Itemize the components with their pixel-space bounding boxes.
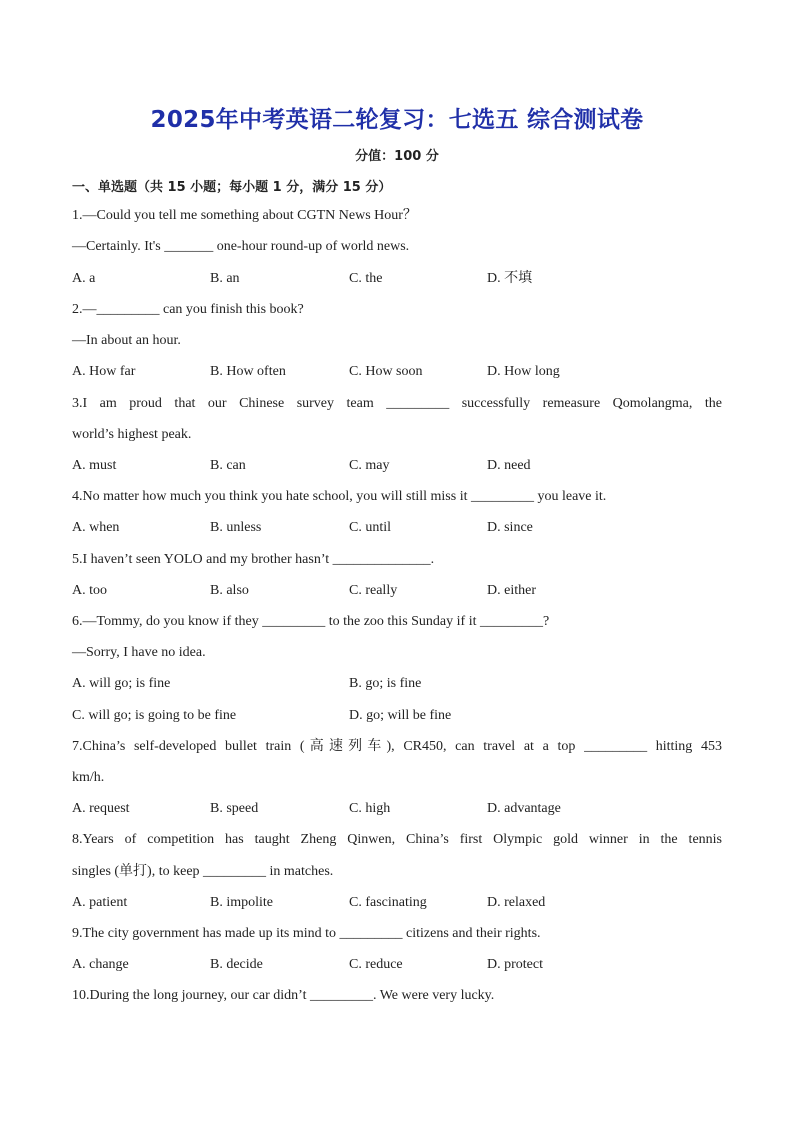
question-3-option-a: A. must (72, 458, 117, 473)
question-7-option-d: D. advantage (487, 801, 561, 816)
question-2-option-b: B. How often (210, 364, 286, 379)
question-2-stem: 2.—_________ can you finish this book? (72, 302, 304, 317)
question-2-line2: —In about an hour. (72, 333, 181, 348)
question-5-option-d: D. either (487, 583, 536, 598)
question-2-option-c: C. How soon (349, 364, 423, 379)
question-7-option-b: B. speed (210, 801, 259, 816)
question-5-option-b: B. also (210, 583, 249, 598)
question-6-line2: —Sorry, I have no idea. (72, 645, 206, 660)
page-title: 2025年中考英语二轮复习：七选五 综合测试卷 (150, 107, 644, 133)
question-3-line2: world’s highest peak. (72, 427, 192, 442)
question-6-option-b: B. go; is fine (349, 676, 422, 691)
question-2-option-a: A. How far (72, 364, 136, 379)
question-1-option-b: B. an (210, 271, 240, 286)
question-1-option-c: C. the (349, 271, 383, 286)
question-6-option-c: C. will go; is going to be fine (72, 708, 237, 723)
question-9-option-d: D. protect (487, 957, 543, 972)
question-4-option-d: D. since (487, 520, 533, 535)
question-6-option-a: A. will go; is fine (72, 676, 171, 691)
question-8-option-c: C. fascinating (349, 895, 427, 910)
question-9-option-a: A. change (72, 957, 129, 972)
question-9-stem: 9.The city government has made up its mind to _________ citizens and their rights. (72, 926, 541, 941)
question-8-option-a: A. patient (72, 895, 128, 910)
question-3-option-b: B. can (210, 458, 246, 473)
question-8-option-b: B. impolite (210, 895, 273, 910)
question-4-option-b: B. unless (210, 520, 262, 535)
question-10-stem: 10.During the long journey, our car didn’t _________. We were very lucky. (72, 988, 495, 1003)
question-5-stem: 5.I haven’t seen YOLO and my brother hasn’t ______________. (72, 552, 435, 567)
question-1-stem: 1.—Could you tell me something about CGTN News Hour？ (72, 208, 417, 223)
question-7-stem: 7.China’s self-developed bullet train (高速列车), CR450, can travel at a top _________ hitting 453 (72, 739, 722, 754)
question-5-option-c: C. really (349, 583, 398, 598)
section-heading: 一、单选题（共 15 小题；每小题 1 分，满分 15 分） (72, 180, 392, 195)
question-1-option-a: A. a (72, 271, 96, 286)
question-3-option-d: D. need (487, 458, 531, 473)
question-8-line2: singles (单打), to keep _________ in matches. (72, 864, 334, 879)
question-6-stem: 6.—Tommy, do you know if they _________ to the zoo this Sunday if it _________? (72, 614, 550, 629)
question-3-option-c: C. may (349, 458, 390, 473)
question-8-stem: 8.Years of competition has taught Zheng Qinwen, China’s first Olympic gold winner in the tennis (72, 832, 722, 847)
question-1-option-d: D. 不填 (487, 271, 533, 286)
question-5-option-a: A. too (72, 583, 107, 598)
question-7-option-a: A. request (72, 801, 130, 816)
question-3-stem: 3.I am proud that our Chinese survey team _________ successfully remeasure Qomolangma, the (72, 396, 722, 411)
question-7-option-c: C. high (349, 801, 391, 816)
question-6-option-d: D. go; will be fine (349, 708, 452, 723)
question-1-line2: —Certainly. It's _______ one-hour round-up of world news. (72, 239, 410, 254)
question-2-option-d: D. How long (487, 364, 560, 379)
question-7-line2: km/h. (72, 770, 105, 785)
score-label: 分值：100 分 (355, 149, 439, 164)
question-9-option-b: B. decide (210, 957, 263, 972)
question-8-option-d: D. relaxed (487, 895, 546, 910)
question-9-option-c: C. reduce (349, 957, 403, 972)
question-4-option-c: C. until (349, 520, 392, 535)
question-4-stem: 4.No matter how much you think you hate school, you will still miss it _________ you leave it. (72, 489, 607, 504)
question-4-option-a: A. when (72, 520, 120, 535)
